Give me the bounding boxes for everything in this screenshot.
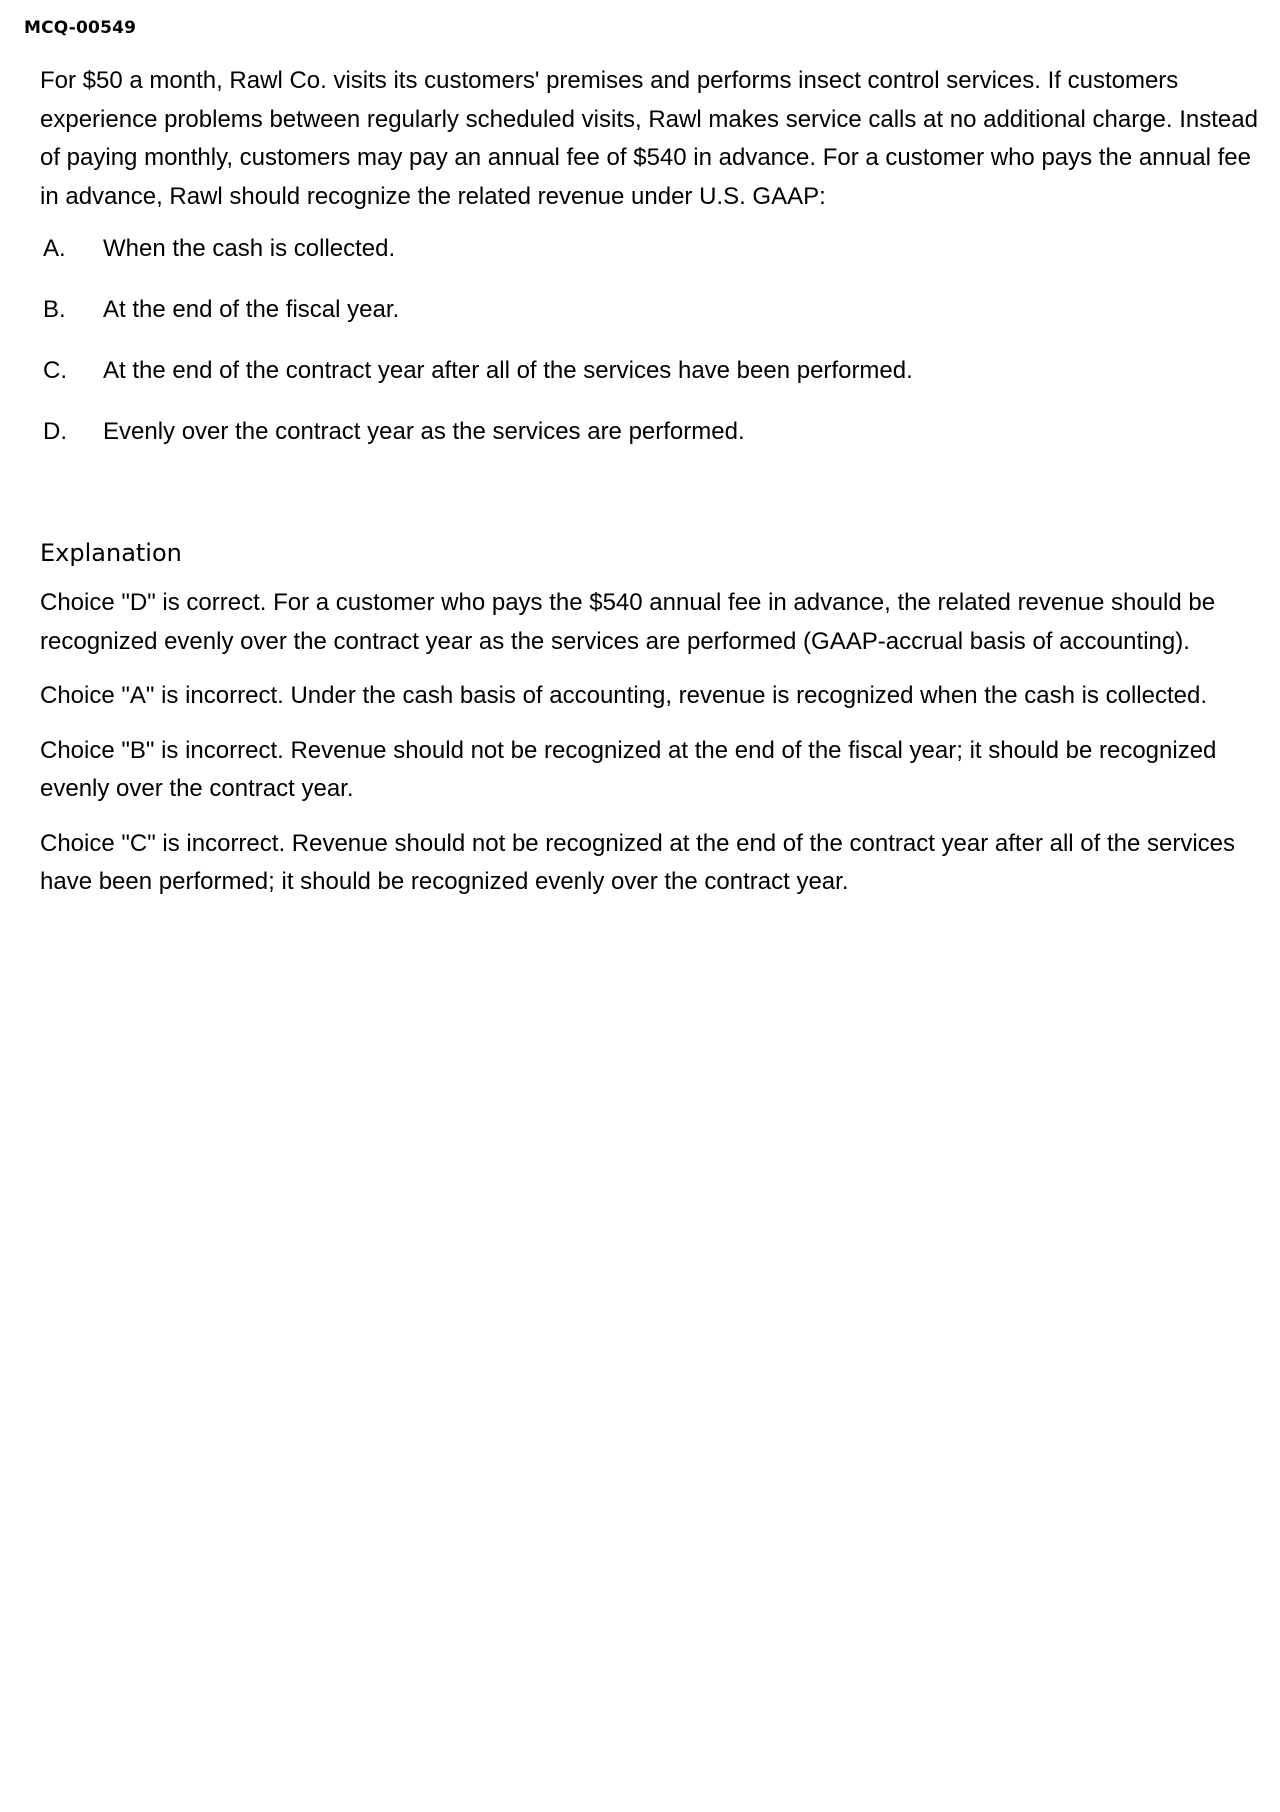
- explanation-heading: Explanation: [40, 539, 182, 567]
- document-id: MCQ-00549: [24, 18, 137, 38]
- option-a: [40, 230, 1265, 291]
- option-text: Evenly over the contract year as the services are performed.: [103, 418, 745, 445]
- explanation-paragraph: Choice "B" is incorrect. Revenue should not be recognized at the end of the fiscal year; it should be recognized evenly over the contract year.: [40, 736, 1217, 802]
- option-text: At the end of the fiscal year.: [103, 296, 400, 323]
- option-text: When the cash is collected.: [103, 235, 396, 262]
- option-letter: D.: [43, 418, 67, 445]
- option-b: [40, 291, 1265, 352]
- explanation-paragraph: Choice "D" is correct. For a customer who pays the $540 annual fee in advance, the related revenue should be recognized evenly over the contract year as the services are performed (GAAP-accrual basis of accounting).: [40, 589, 1216, 655]
- option-c: [40, 352, 1265, 413]
- explanation-paragraph: Choice "A" is incorrect. Under the cash basis of accounting, revenue is recognized when the cash is collected.: [40, 682, 1207, 709]
- explanation-paragraph: Choice "C" is incorrect. Revenue should not be recognized at the end of the contract year after all of the services have been performed; it should be recognized evenly over the contract year.: [40, 829, 1236, 895]
- question-stem: For $50 a month, Rawl Co. visits its customers' premises and performs insect control services. If customers experience problems between regularly scheduled visits, Rawl makes service calls at no additional charge. Instead of paying monthly, customers may pay an annual fee of $540 in advance. For a customer who pays the annual fee in advance, Rawl should recognize the related revenue under U.S. GAAP:: [40, 67, 1258, 210]
- question-content: [40, 62, 1265, 918]
- explanation-body: [40, 584, 1265, 902]
- option-letter: A.: [43, 235, 66, 262]
- option-letter: B.: [43, 296, 66, 323]
- answer-options: [40, 230, 1265, 474]
- option-d: [40, 413, 1265, 474]
- option-text: At the end of the contract year after all of the services have been performed.: [103, 357, 913, 384]
- option-letter: C.: [43, 357, 67, 384]
